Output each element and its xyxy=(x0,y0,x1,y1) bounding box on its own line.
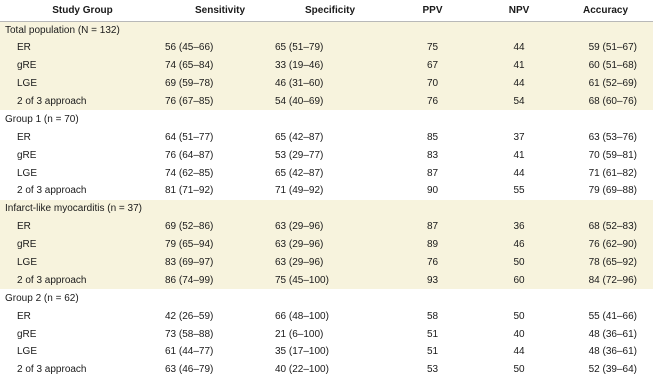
table-row xyxy=(0,57,653,75)
empty-cell xyxy=(480,21,558,39)
empty-cell xyxy=(385,21,480,39)
ppv-cell: 75 xyxy=(385,39,480,57)
ppv-cell: 67 xyxy=(385,57,480,75)
sensitivity-cell: 69 (52–86) xyxy=(165,218,275,236)
header-study-group: Study Group xyxy=(0,0,165,21)
sensitivity-cell: 61 (44–77) xyxy=(165,346,214,358)
ppv-cell: 58 xyxy=(426,310,439,322)
header-specificity: Specificity xyxy=(275,0,385,21)
specificity-cell: 54 (40–69) xyxy=(275,93,385,111)
header-sensitivity: Sensitivity xyxy=(165,0,275,21)
empty-cell xyxy=(165,110,275,128)
empty-cell xyxy=(558,110,653,128)
empty-cell xyxy=(558,200,653,218)
table-row xyxy=(0,218,653,236)
row-label: ER xyxy=(17,310,31,322)
table-row xyxy=(0,146,653,164)
specificity-cell: 35 (17–100) xyxy=(275,346,329,358)
group-header-row xyxy=(0,289,653,307)
accuracy-cell: 84 (72–96) xyxy=(558,271,653,289)
accuracy-cell: 68 (52–83) xyxy=(558,218,653,236)
sensitivity-cell: 64 (51–77) xyxy=(165,131,214,143)
header-accuracy: Accuracy xyxy=(558,0,653,21)
ppv-cell: 51 xyxy=(426,346,439,358)
header-row xyxy=(0,0,653,21)
row-label: gRE xyxy=(17,328,37,340)
npv-cell: 44 xyxy=(513,346,525,358)
specificity-cell: 75 (45–100) xyxy=(275,271,385,289)
sensitivity-cell: 81 (71–92) xyxy=(165,185,214,197)
accuracy-cell: 52 (39–64) xyxy=(588,364,637,376)
npv-cell: 44 xyxy=(513,167,525,179)
accuracy-cell: 63 (53–76) xyxy=(588,131,637,143)
npv-cell: 41 xyxy=(513,149,525,161)
group-label: Group 1 (n = 70) xyxy=(5,113,79,125)
ppv-cell: 83 xyxy=(426,149,439,161)
table-row xyxy=(0,93,653,111)
npv-cell: 50 xyxy=(513,310,525,322)
ppv-cell: 89 xyxy=(385,236,480,254)
specificity-cell: 65 (51–79) xyxy=(275,39,385,57)
specificity-cell: 63 (29–96) xyxy=(275,236,385,254)
accuracy-cell: 70 (59–81) xyxy=(588,149,637,161)
row-label: LGE xyxy=(17,346,38,358)
group-header-row xyxy=(0,21,653,39)
sensitivity-cell: 74 (62–85) xyxy=(165,167,214,179)
npv-cell: 44 xyxy=(480,75,558,93)
specificity-cell: 40 (22–100) xyxy=(275,364,329,376)
empty-cell xyxy=(165,21,275,39)
row-label: 2 of 3 approach xyxy=(0,271,165,289)
table-body xyxy=(0,21,653,379)
npv-cell: 41 xyxy=(480,57,558,75)
empty-cell xyxy=(480,200,558,218)
specificity-cell: 66 (48–100) xyxy=(275,310,329,322)
empty-cell xyxy=(558,21,653,39)
ppv-cell: 76 xyxy=(385,254,480,272)
row-label: gRE xyxy=(0,236,165,254)
empty-cell xyxy=(275,289,385,307)
empty-cell xyxy=(480,289,558,307)
row-label: 2 of 3 approach xyxy=(17,185,87,197)
header-ppv: PPV xyxy=(385,0,480,21)
specificity-cell: 53 (29–77) xyxy=(275,149,324,161)
row-label: ER xyxy=(17,131,31,143)
row-label: LGE xyxy=(0,254,165,272)
table-row xyxy=(0,343,653,361)
sensitivity-cell: 63 (46–79) xyxy=(165,364,214,376)
sensitivity-cell: 76 (64–87) xyxy=(165,149,214,161)
table-row xyxy=(0,164,653,182)
specificity-cell: 63 (29–96) xyxy=(275,218,385,236)
ppv-cell: 76 xyxy=(385,93,480,111)
empty-cell xyxy=(385,289,480,307)
empty-cell xyxy=(275,21,385,39)
row-label: 2 of 3 approach xyxy=(0,93,165,111)
npv-cell: 36 xyxy=(480,218,558,236)
ppv-cell: 87 xyxy=(385,218,480,236)
npv-cell: 50 xyxy=(480,254,558,272)
specificity-cell: 21 (6–100) xyxy=(275,328,324,340)
accuracy-cell: 60 (51–68) xyxy=(558,57,653,75)
ppv-cell: 70 xyxy=(385,75,480,93)
empty-cell xyxy=(558,289,653,307)
table-row xyxy=(0,39,653,57)
ppv-cell: 85 xyxy=(426,131,439,143)
table-row xyxy=(0,307,653,325)
npv-cell: 46 xyxy=(480,236,558,254)
group-label: Infarct-like myocarditis (n = 37) xyxy=(0,200,165,218)
row-label: LGE xyxy=(17,167,38,179)
table-row xyxy=(0,271,653,289)
accuracy-cell: 48 (36–61) xyxy=(588,346,637,358)
sensitivity-cell: 76 (67–85) xyxy=(165,93,275,111)
accuracy-cell: 59 (51–67) xyxy=(558,39,653,57)
ppv-cell: 53 xyxy=(426,364,439,376)
specificity-cell: 63 (29–96) xyxy=(275,254,385,272)
row-label: gRE xyxy=(17,149,37,161)
accuracy-cell: 78 (65–92) xyxy=(558,254,653,272)
ppv-cell: 93 xyxy=(385,271,480,289)
table-row xyxy=(0,182,653,200)
empty-cell xyxy=(480,110,558,128)
accuracy-cell: 55 (41–66) xyxy=(588,310,637,322)
specificity-cell: 71 (49–92) xyxy=(275,185,324,197)
accuracy-cell: 79 (69–88) xyxy=(588,185,637,197)
empty-cell xyxy=(385,110,480,128)
accuracy-cell: 71 (61–82) xyxy=(588,167,637,179)
row-label: ER xyxy=(0,218,165,236)
npv-cell: 44 xyxy=(480,39,558,57)
table-row xyxy=(0,75,653,93)
sensitivity-cell: 73 (58–88) xyxy=(165,328,214,340)
row-label: ER xyxy=(0,39,165,57)
empty-cell xyxy=(385,200,480,218)
npv-cell: 40 xyxy=(513,328,525,340)
empty-cell xyxy=(275,110,385,128)
specificity-cell: 65 (42–87) xyxy=(275,167,324,179)
empty-cell xyxy=(165,200,275,218)
row-label: 2 of 3 approach xyxy=(17,364,87,376)
sensitivity-cell: 86 (74–99) xyxy=(165,271,275,289)
table-row xyxy=(0,236,653,254)
row-label: LGE xyxy=(0,75,165,93)
group-label: Group 2 (n = 62) xyxy=(5,292,79,304)
row-label: gRE xyxy=(0,57,165,75)
sensitivity-cell: 74 (65–84) xyxy=(165,57,275,75)
npv-cell: 50 xyxy=(513,364,525,376)
specificity-cell: 46 (31–60) xyxy=(275,75,385,93)
sensitivity-cell: 83 (69–97) xyxy=(165,254,275,272)
accuracy-cell: 76 (62–90) xyxy=(558,236,653,254)
npv-cell: 60 xyxy=(480,271,558,289)
group-header-row xyxy=(0,110,653,128)
npv-cell: 37 xyxy=(513,131,525,143)
empty-cell xyxy=(165,289,275,307)
npv-cell: 54 xyxy=(480,93,558,111)
ppv-cell: 51 xyxy=(426,328,439,340)
ppv-cell: 87 xyxy=(426,167,439,179)
accuracy-cell: 61 (52–69) xyxy=(558,75,653,93)
accuracy-cell: 68 (60–76) xyxy=(558,93,653,111)
table-row xyxy=(0,325,653,343)
header-npv: NPV xyxy=(480,0,558,21)
sensitivity-cell: 69 (59–78) xyxy=(165,75,275,93)
sensitivity-cell: 56 (45–66) xyxy=(165,39,275,57)
table-row xyxy=(0,254,653,272)
group-header-row xyxy=(0,200,653,218)
ppv-cell: 90 xyxy=(426,185,439,197)
specificity-cell: 33 (19–46) xyxy=(275,57,385,75)
sensitivity-cell: 79 (65–94) xyxy=(165,236,275,254)
empty-cell xyxy=(275,200,385,218)
group-label: Total population (N = 132) xyxy=(0,21,165,39)
sensitivity-cell: 42 (26–59) xyxy=(165,310,214,322)
specificity-cell: 65 (42–87) xyxy=(275,131,324,143)
accuracy-cell: 48 (36–61) xyxy=(588,328,637,340)
npv-cell: 55 xyxy=(513,185,525,197)
table-row xyxy=(0,128,653,146)
table-row xyxy=(0,361,653,379)
